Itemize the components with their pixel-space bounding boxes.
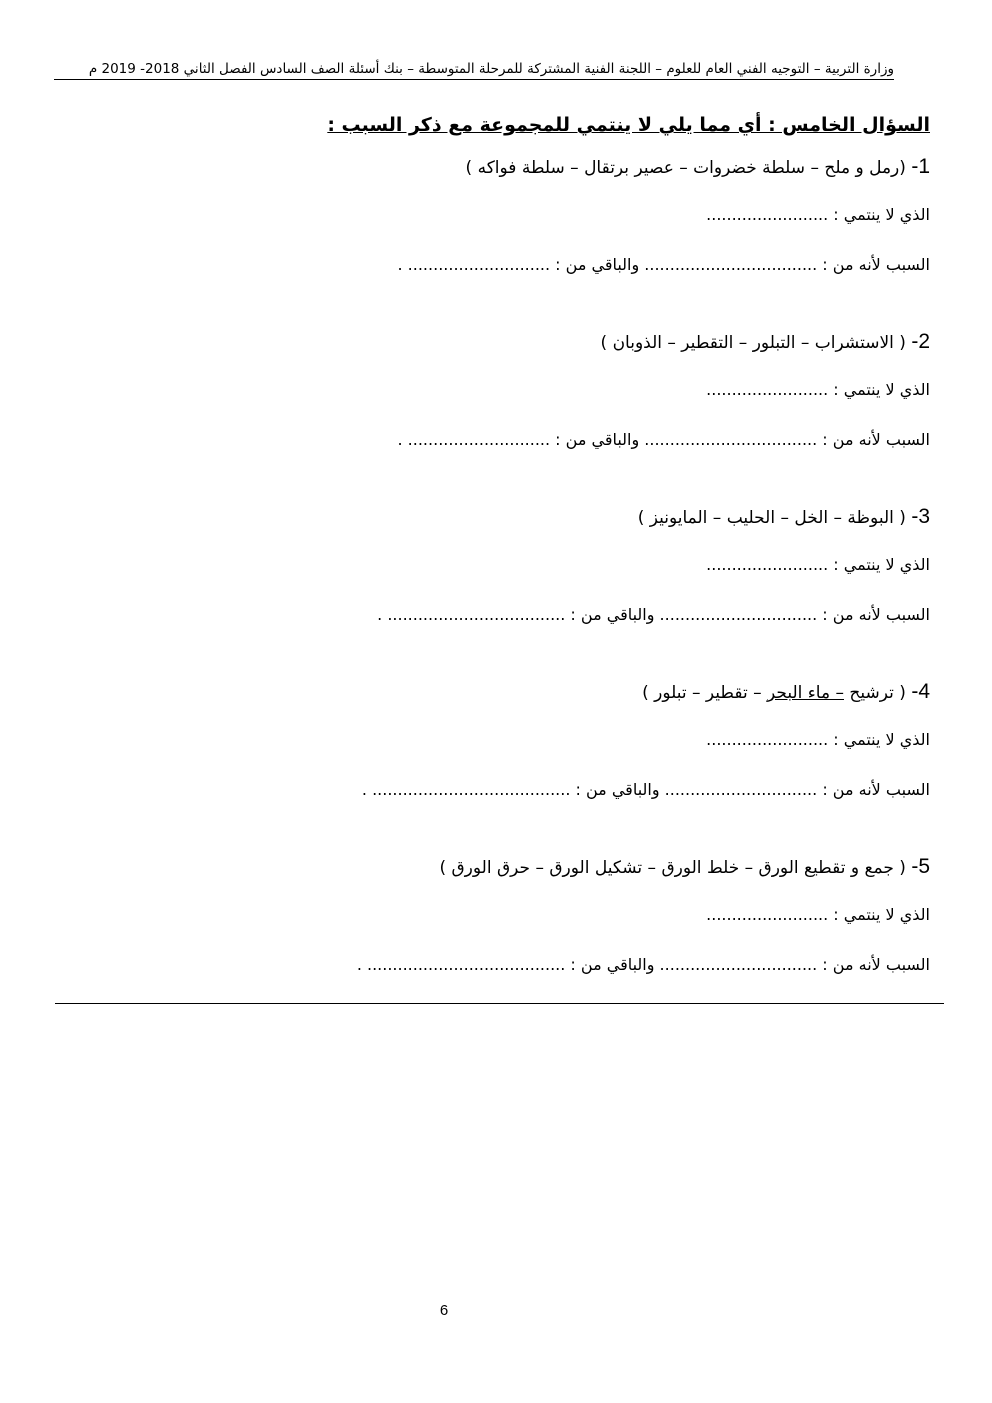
- page-number: 6: [439, 1302, 449, 1319]
- question-4-reason: السبب لأنه من : .............................. والباقي من : ....................................... .: [361, 780, 930, 799]
- question-title: السؤال الخامس : أي مما يلي لا ينتمي للمجموعة مع ذكر السبب :: [327, 114, 930, 136]
- question-number: 4-: [911, 680, 930, 703]
- question-items-text: ( جمع و تقطيع الورق – خلط الورق – تشكيل الورق – حرق الورق ): [439, 858, 906, 878]
- question-5-items: [439, 855, 930, 879]
- question-items-underlined: – ماء البحر: [767, 683, 844, 703]
- question-items-text: (رمل و ملح – سلطة خضروات – عصير برتقال – سلطة فواكه ): [465, 158, 906, 178]
- question-number: 5-: [911, 855, 930, 878]
- question-1-reason: السبب لأنه من : .................................. والباقي من : ............................ .: [397, 255, 930, 274]
- section-divider: [55, 1003, 944, 1004]
- question-items-text: ( الاستشراب – التبلور – التقطير – الذوبان ): [600, 333, 906, 353]
- question-3-not-belong: الذي لا ينتمي : ........................: [706, 555, 930, 574]
- question-2-reason: السبب لأنه من : .................................. والباقي من : ............................ .: [397, 430, 930, 449]
- question-3-items: [638, 505, 930, 529]
- question-number: 3-: [911, 505, 930, 528]
- question-2-not-belong: الذي لا ينتمي : ........................: [706, 380, 930, 399]
- question-1-not-belong: الذي لا ينتمي : ........................: [706, 205, 930, 224]
- question-5-reason: السبب لأنه من : ............................... والباقي من : ....................................... .: [356, 955, 930, 974]
- question-4-not-belong: الذي لا ينتمي : ........................: [706, 730, 930, 749]
- question-4-items: [642, 680, 930, 704]
- question-1-items: [466, 155, 930, 179]
- question-items-text-start: ( ترشيح: [849, 683, 906, 703]
- question-items-text-end: – تقطير – تبلور ): [642, 683, 768, 703]
- question-3-reason: السبب لأنه من : ............................... والباقي من : ................................... .: [377, 605, 930, 624]
- question-5-not-belong: الذي لا ينتمي : ........................: [706, 905, 930, 924]
- page-header: وزارة التربية – التوجيه الفني العام للعلوم – اللجنة الفنية المشتركة للمرحلة المتوسطة – بنك أسئلة الصف السادس الفصل الثاني 2018- 2019 م: [54, 60, 894, 80]
- question-2-items: [601, 330, 930, 354]
- question-number: 1-: [911, 155, 930, 178]
- question-number: 2-: [911, 330, 930, 353]
- question-items-text: ( البوظة – الخل – الحليب – المايونيز ): [637, 508, 906, 528]
